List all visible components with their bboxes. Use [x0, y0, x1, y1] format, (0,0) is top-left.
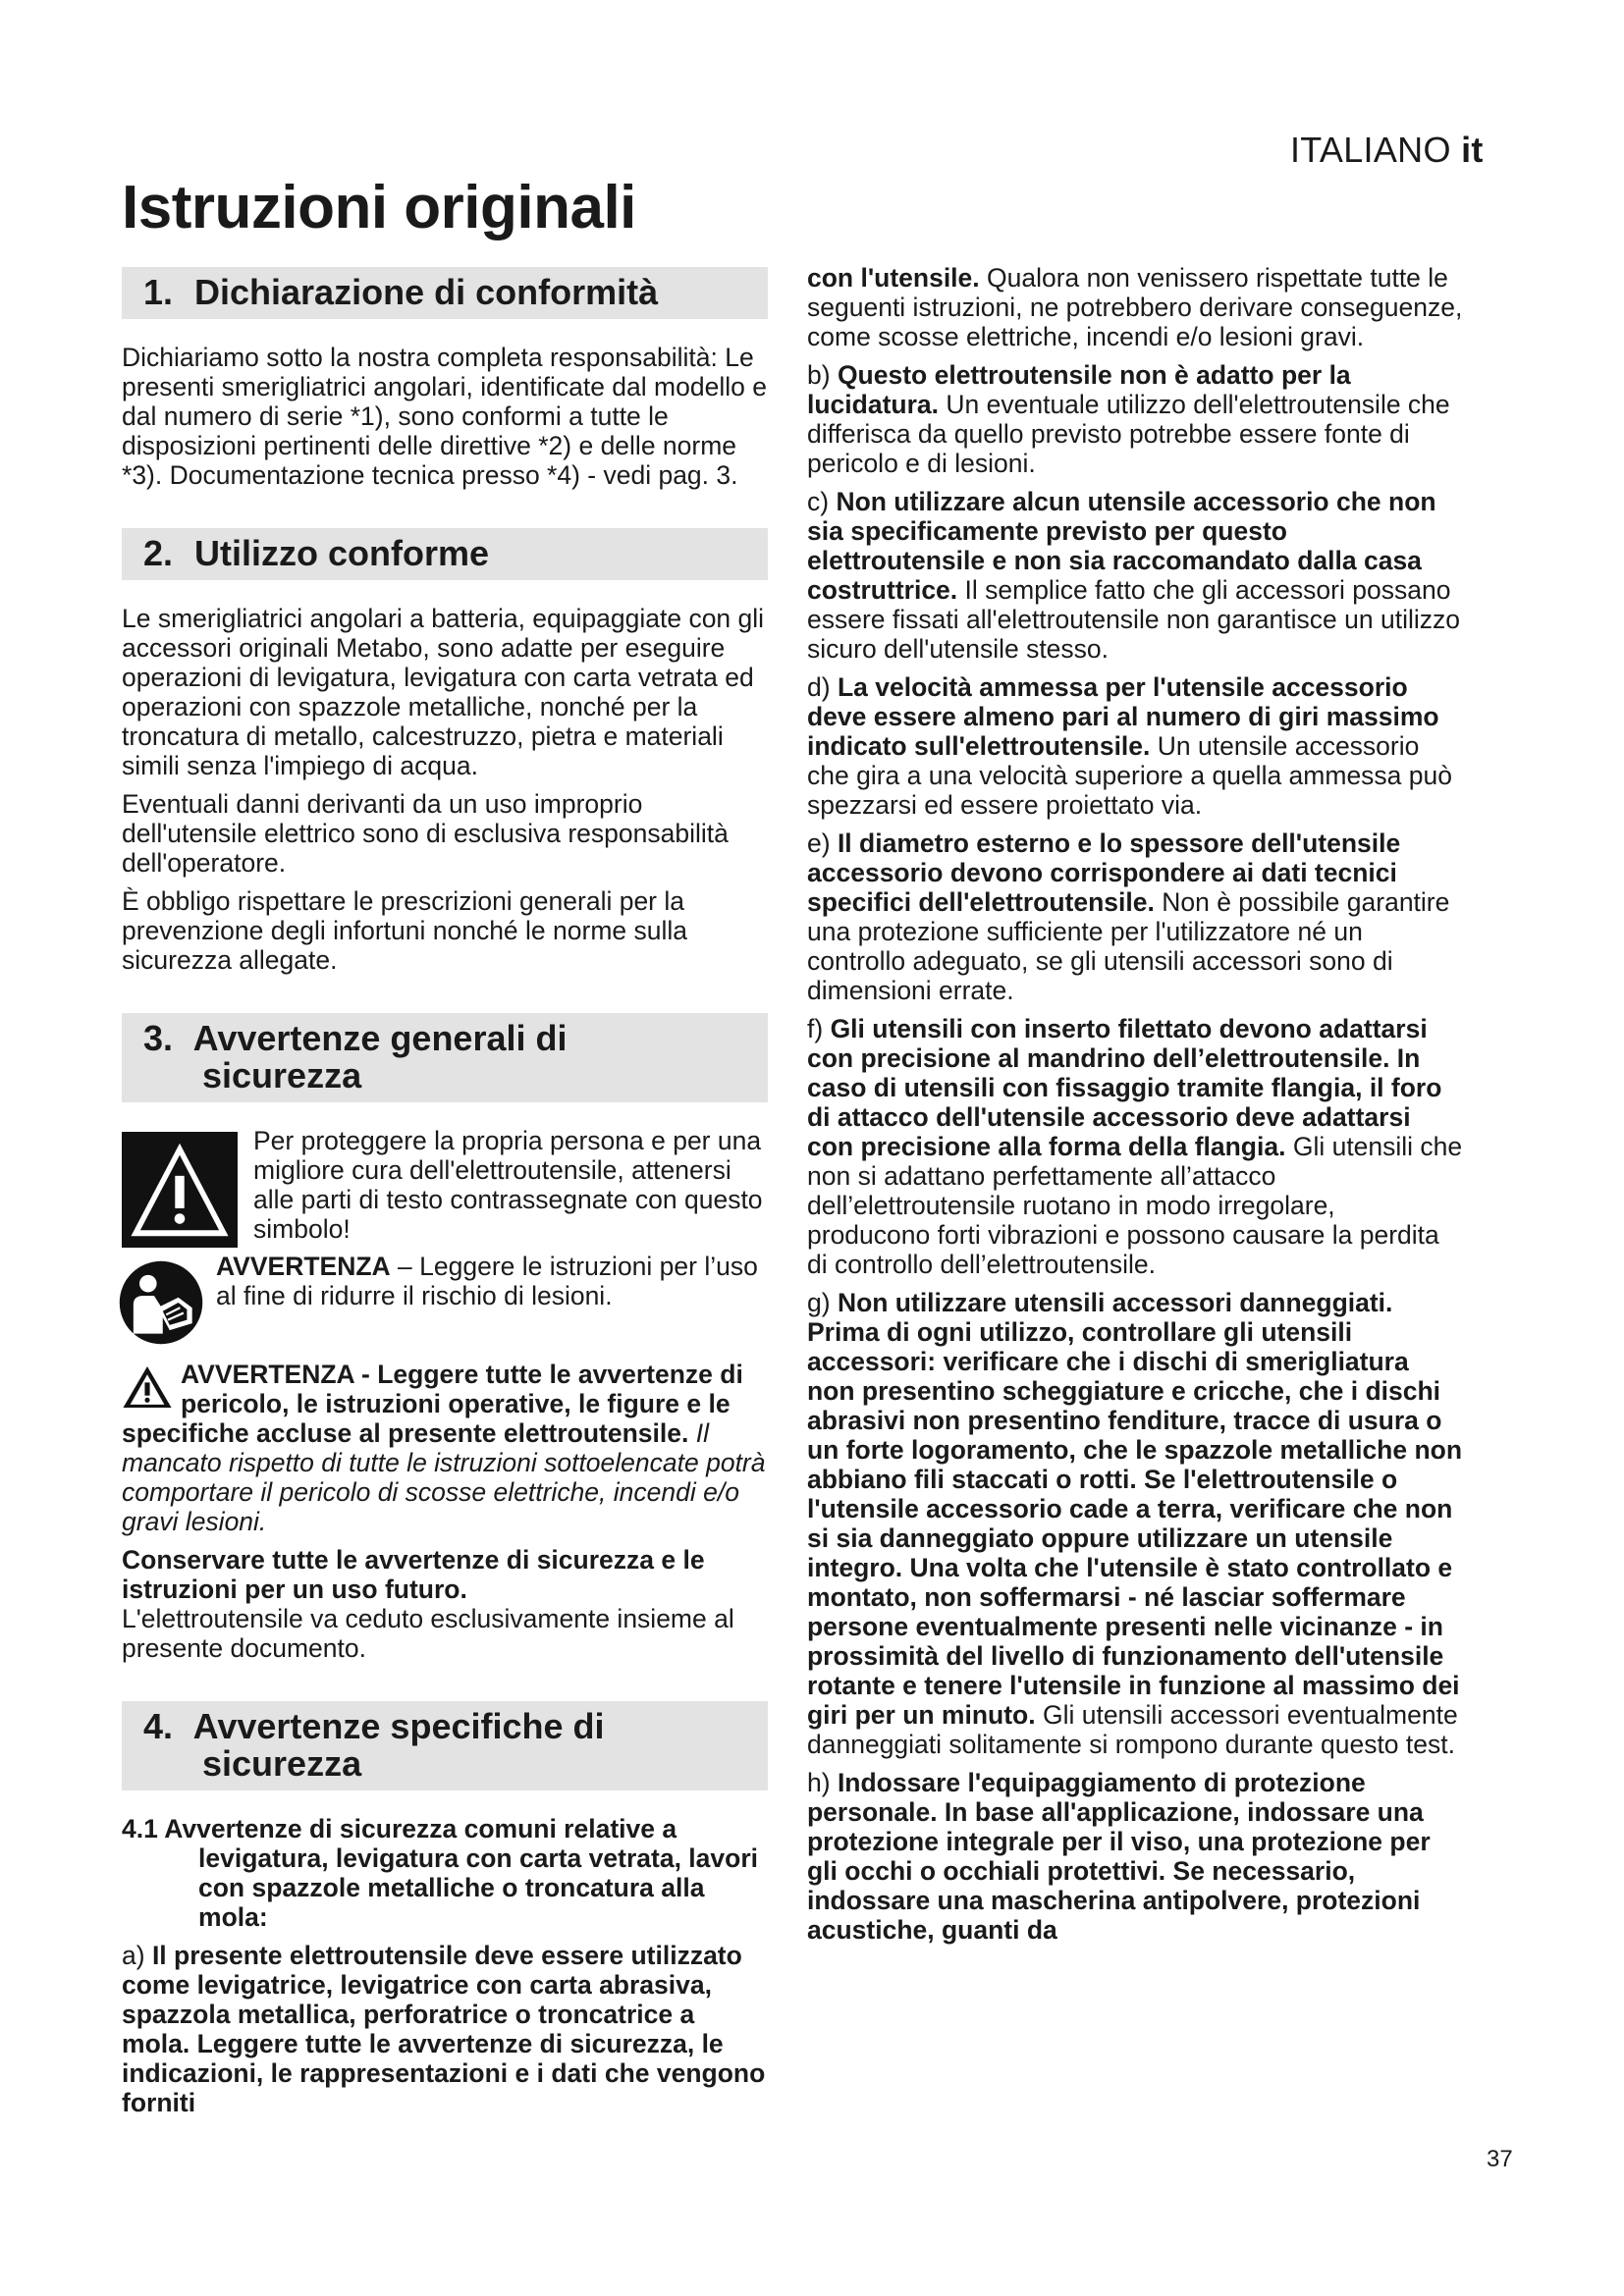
item-g-bold: Non utilizzare utensili accessori danneggiati. Prima di ogni utilizzo, controllare gli utensili accessori: verificare che i dischi di smerigliatura non presentino scheggiature e cricche, che i dischi abrasivi non presentino fenditure, tracce di usura o un forte logoramento, che le spazzole metalliche non abbiano fili staccati o rotti. Se l'elettroutensile o l'utensile accessorio cade a terra, verificare che non si sia danneggiato oppure utilizzare un utensile integro. Una volta che l'utensile è stato controllato e montato, non soffermarsi - né lasciar soffermare persone eventualmente presenti nelle vicinanze - in prossimità del livello di funzionamento dell'utensile rotante e tenere l'utensile in funzione al massimo dei giri per un minuto. — [807, 1288, 1463, 1730]
general-warning-italic: Il mancato rispetto di tutte le istruzioni sottoelencate potrà comportare il pericolo di scosse elettriche, incendi e/o gravi lesioni. — [122, 1418, 766, 1536]
language-name: ITALIANO — [1290, 130, 1451, 170]
section-2-paragraph-2: Eventuali danni derivanti da un uso improprio dell'utensile elettrico sono di esclusiva responsabilità dell'operatore. — [122, 789, 729, 878]
symbol-note — [122, 1126, 768, 1246]
item-d — [807, 672, 1463, 820]
item-f-bold: Gli utensili con inserto filettato devono adattarsi con precisione al mandrino dell’elettroutensile. In caso di utensili con fissaggio tramite flangia, il foro di attacco dell'utensile accessorio deve adattarsi con precisione alla forma della flangia. — [807, 1014, 1442, 1161]
item-c — [807, 487, 1463, 664]
section-2-title: Utilizzo conforme — [194, 533, 490, 573]
item-a-continued-bold: con l'utensile. — [807, 263, 980, 293]
section-3-title-line-1: Avvertenze generali di — [192, 1018, 568, 1058]
item-a-continued — [807, 263, 1463, 351]
symbol-note-text: Per proteggere la propria persona e per una migliore cura dell'elettroutensile, attenersi alle parti di testo contrassegnate con questo simbolo! — [253, 1126, 763, 1244]
language-code: it — [1461, 130, 1484, 170]
language-label — [1290, 130, 1484, 171]
general-warning — [122, 1360, 768, 1536]
section-1-number: 1. — [143, 272, 174, 312]
read-manual-label: AVVERTENZA — [216, 1252, 391, 1281]
section-2-paragraph-3: È obbligo rispettare le prescrizioni generali per la prevenzione degli infortuni nonché le norme sulla sicurezza allegate. — [122, 886, 687, 975]
section-1-title: Dichiarazione di conformità — [194, 272, 659, 312]
item-a-bold: Il presente elettroutensile deve essere utilizzato come levigatrice, levigatrice con carta abrasiva, spazzola metallica, perforatrice o troncatrice a mola. Leggere tutte le avvertenze di sicurezza, le indicazioni, le rappresentazioni e i dati che vengono forniti — [122, 1941, 766, 2117]
right-column — [807, 263, 1463, 1953]
section-1-body: Dichiariamo sotto la nostra completa responsabilità: Le presenti smerigliatrici angolari, identificate dal modello e dal numero di serie *1), sono conformi a tutte le disposizioni pertinenti delle direttive *2) e delle norme *3). Documentazione tecnica presso *4) - vedi pag. 3. — [122, 343, 767, 490]
item-g-label: g) — [807, 1288, 838, 1317]
item-a-label: a) — [122, 1941, 152, 1970]
item-c-bold: Non utilizzare alcun utensile accessorio che non sia specificamente previsto per questo elettroutensile e non sia raccomandato dalla casa costruttrice. — [807, 487, 1436, 605]
read-manual-note — [122, 1252, 768, 1348]
item-d-text: Un utensile accessorio che gira a una velocità superiore a quella ammessa può spezzarsi ed essere proiettato via. — [807, 731, 1453, 820]
subsection-4-1-heading: 4.1 Avvertenze di sicurezza comuni relative a levigatura, levigatura con carta vetrata, lavori con spazzole metalliche o troncatura alla mola: — [122, 1814, 758, 1932]
section-4-number: 4. — [143, 1706, 174, 1746]
page-number: 37 — [1487, 2146, 1513, 2172]
item-d-label: d) — [807, 672, 838, 702]
item-h — [807, 1768, 1463, 1945]
item-c-label: c) — [807, 487, 837, 516]
item-h-label: h) — [807, 1768, 838, 1797]
item-a — [122, 1941, 768, 2117]
item-d-bold: La velocità ammessa per l'utensile accessorio deve essere almeno pari al numero di giri massimo indicato sull'elettroutensile. — [807, 672, 1439, 761]
item-e-bold: Il diametro esterno e lo spessore dell'utensile accessorio devono corrispondere ai dati tecnici specifici dell'elettroutensile. — [807, 828, 1401, 917]
section-3-title-line-2: sicurezza — [202, 1055, 362, 1095]
item-b-text: Un eventuale utilizzo dell'elettroutensile che differisca da quello previsto potrebbe essere fonte di pericolo e di lesioni. — [807, 390, 1450, 478]
section-1-heading — [122, 267, 768, 319]
keep-warnings-text: L'elettroutensile va ceduto esclusivamente insieme al presente documento. — [122, 1604, 734, 1663]
item-a-continued-text: Qualora non venissero rispettate tutte le seguenti istruzioni, ne potrebbero derivare conseguenze, come scosse elettriche, incendi e/o lesioni gravi. — [807, 263, 1463, 351]
item-e-text: Non è possibile garantire una protezione sufficiente per l'utilizzatore né un controllo adeguato, se gli utensili accessori sono di dimensioni errate. — [807, 887, 1450, 1005]
section-3-number: 3. — [143, 1018, 174, 1058]
keep-warnings-heading: Conservare tutte le avvertenze di sicurezza e le istruzioni per un uso futuro. — [122, 1545, 705, 1604]
item-h-bold: Indossare l'equipaggiamento di protezione personale. In base all'applicazione, indossare una protezione integrale per il viso, una protezione per gli occhi o occhiali protettivi. Se necessario, indossare una mascherina antipolvere, protezioni acustiche, guanti da — [807, 1768, 1431, 1945]
section-2-number: 2. — [143, 533, 174, 573]
item-b-bold: Questo elettroutensile non è adatto per la lucidatura. — [807, 360, 1351, 419]
section-4-title-line-1: Avvertenze specifiche di — [192, 1706, 605, 1746]
item-c-text: Il semplice fatto che gli accessori possano essere fissati all'elettroutensile non garantisce un utilizzo sicuro dell'utensile stesso. — [807, 575, 1460, 664]
item-f — [807, 1014, 1463, 1279]
section-3-heading — [122, 1013, 768, 1102]
read-manual-icon — [118, 1259, 204, 1346]
section-2-paragraph-1: Le smerigliatrici angolari a batteria, equipaggiate con gli accessori originali Metabo, sono adatte per eseguire operazioni di levigatura, levigatura con carta vetrata ed operazioni con spazzole metalliche, nonché per la troncatura di metallo, calcestruzzo, pietra e materiali simili senza l'impiego di acqua. — [122, 604, 765, 780]
section-4-heading — [122, 1701, 768, 1790]
left-column — [122, 267, 768, 2126]
warning-triangle-icon — [122, 1132, 238, 1248]
section-4-title-line-2: sicurezza — [202, 1743, 362, 1784]
item-g-text: Gli utensili accessori eventualmente danneggiati solitamente si rompono durante questo test. — [807, 1700, 1458, 1759]
item-e-label: e) — [807, 828, 838, 858]
item-f-label: f) — [807, 1014, 831, 1043]
item-g — [807, 1288, 1463, 1759]
section-2-heading — [122, 528, 768, 580]
item-e — [807, 828, 1463, 1005]
item-b-label: b) — [807, 360, 838, 390]
warning-triangle-icon — [122, 1365, 173, 1409]
general-warning-bold: AVVERTENZA - Leggere tutte le avvertenze di pericolo, le istruzioni operative, le figure e le specifiche accluse al presente elettroutensile. — [122, 1360, 743, 1448]
item-f-text: Gli utensili che non si adattano perfettamente all’attacco dell’elettroutensile ruotano in modo irregolare, producono forti vibrazioni e possono causare la perdita di controllo dell’elettroutensile. — [807, 1132, 1463, 1279]
read-manual-text: – Leggere le istruzioni per l’uso al fine di ridurre il rischio di lesioni. — [216, 1252, 758, 1310]
item-b — [807, 360, 1463, 478]
page-title: Istruzioni originali — [122, 174, 636, 241]
